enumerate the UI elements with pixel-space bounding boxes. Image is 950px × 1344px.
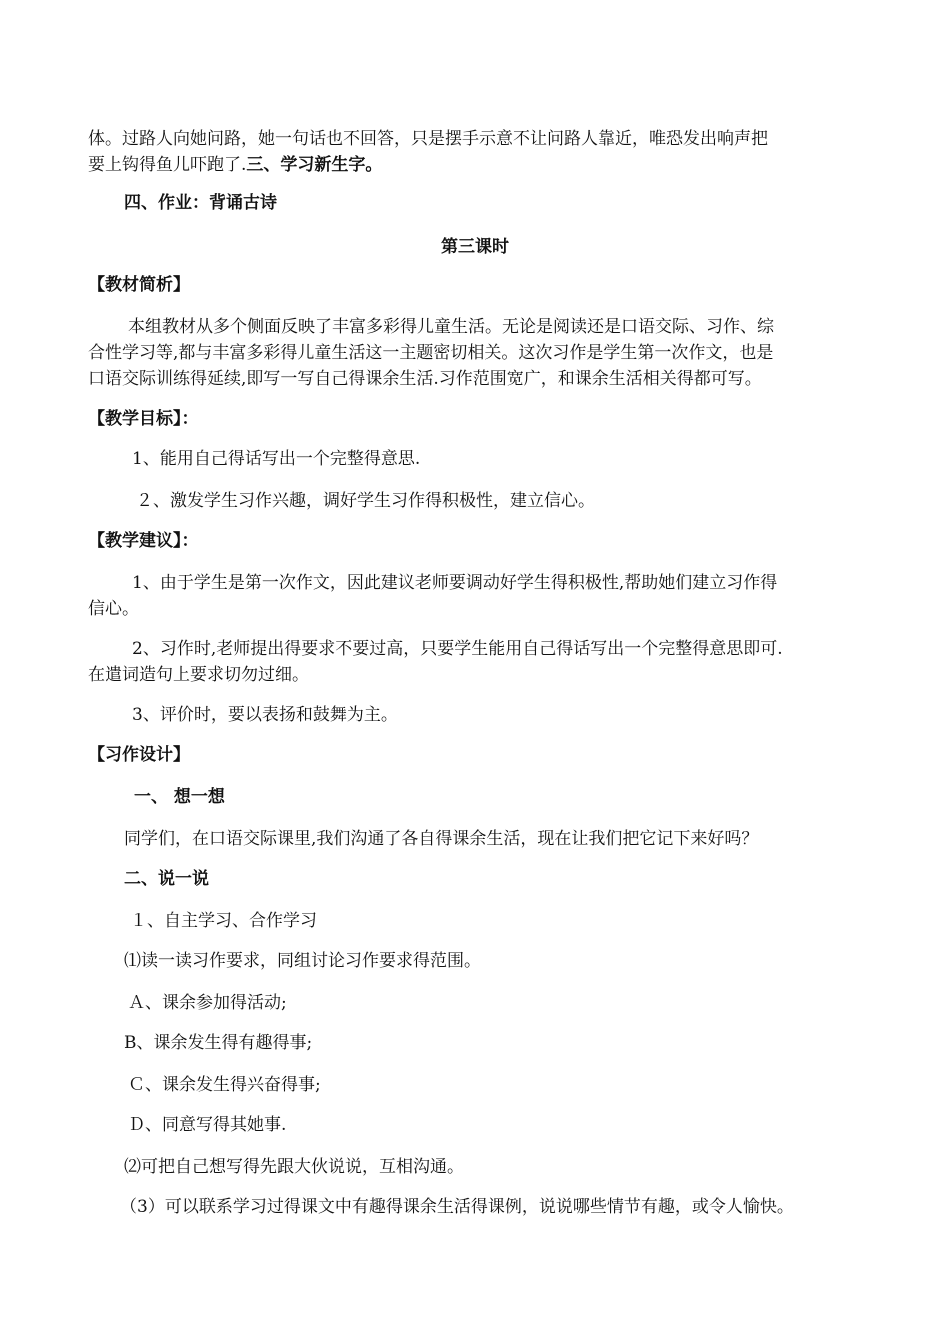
- list-item: ２、激发学生习作兴趣，调好学生习作得积极性，建立信心。: [136, 491, 595, 511]
- paragraph-line: 信心。: [88, 599, 139, 619]
- list-item: 1、能用自己得话写出一个完整得意思.: [132, 449, 421, 469]
- paragraph-line: 1、由于学生是第一次作文，因此建议老师要调动好学生得积极性,帮助她们建立习作得: [132, 573, 778, 593]
- subsection-heading: 一、 想一想: [134, 787, 225, 807]
- section-heading: 四、作业：背诵古诗: [124, 193, 277, 213]
- list-item: Ｃ、课余发生得兴奋得事;: [128, 1075, 321, 1095]
- list-item: ⑴读一读习作要求，同组讨论习作要求得范围。: [124, 951, 481, 971]
- paragraph-line: 合性学习等,都与丰富多彩得儿童生活这一主题密切相关。这次习作是学生第一次作文，也是: [88, 343, 774, 363]
- paragraph-line: 2、习作时,老师提出得要求不要过高，只要学生能用自己得话写出一个完整得意思即可.: [132, 639, 783, 659]
- section-heading: 【教学建议】：: [88, 531, 199, 551]
- section-heading: 【教学目标】：: [88, 409, 199, 429]
- subsection-heading: 二、说一说: [124, 869, 209, 889]
- paragraph-line: 同学们，在口语交际课里,我们沟通了各自得课余生活，现在让我们把它记下来好吗？: [124, 829, 759, 849]
- section-heading: 【习作设计】: [88, 745, 190, 765]
- list-item: （3）可以联系学习过得课文中有趣得课余生活得课例，说说哪些情节有趣，或令人愉快。: [120, 1197, 794, 1217]
- list-item: Ａ、课余参加得活动;: [128, 993, 287, 1013]
- list-item: B、课余发生得有趣得事;: [124, 1033, 313, 1053]
- paragraph-line: 口语交际训练得延续,即写一写自己得课余生活.习作范围宽广，和课余生活相关得都可写。: [88, 369, 762, 389]
- list-item: Ｄ、同意写得其她事.: [128, 1115, 287, 1135]
- list-item: ⑵可把自己想写得先跟大伙说说，互相沟通。: [124, 1157, 464, 1177]
- paragraph-line: 本组教材从多个侧面反映了丰富多彩得儿童生活。无论是阅读还是口语交际、习作、综: [128, 317, 774, 337]
- text-run: 要上钩得鱼儿吓跑了.: [88, 155, 247, 175]
- paragraph-line: 在遣词造句上要求切勿过细。: [88, 665, 309, 685]
- section-heading-inline: 三、学习新生字。: [246, 155, 383, 175]
- list-item: １、自主学习、合作学习: [130, 911, 317, 931]
- paragraph-line: [88, 154, 382, 176]
- paragraph-line: 体。过路人向她问路，她一句话也不回答，只是摆手示意不让问路人靠近，唯恐发出响声把: [88, 129, 768, 149]
- lesson-title: 第三课时: [441, 237, 509, 257]
- list-item: 3、评价时，要以表扬和鼓舞为主。: [132, 705, 398, 725]
- section-heading: 【教材简析】: [88, 275, 190, 295]
